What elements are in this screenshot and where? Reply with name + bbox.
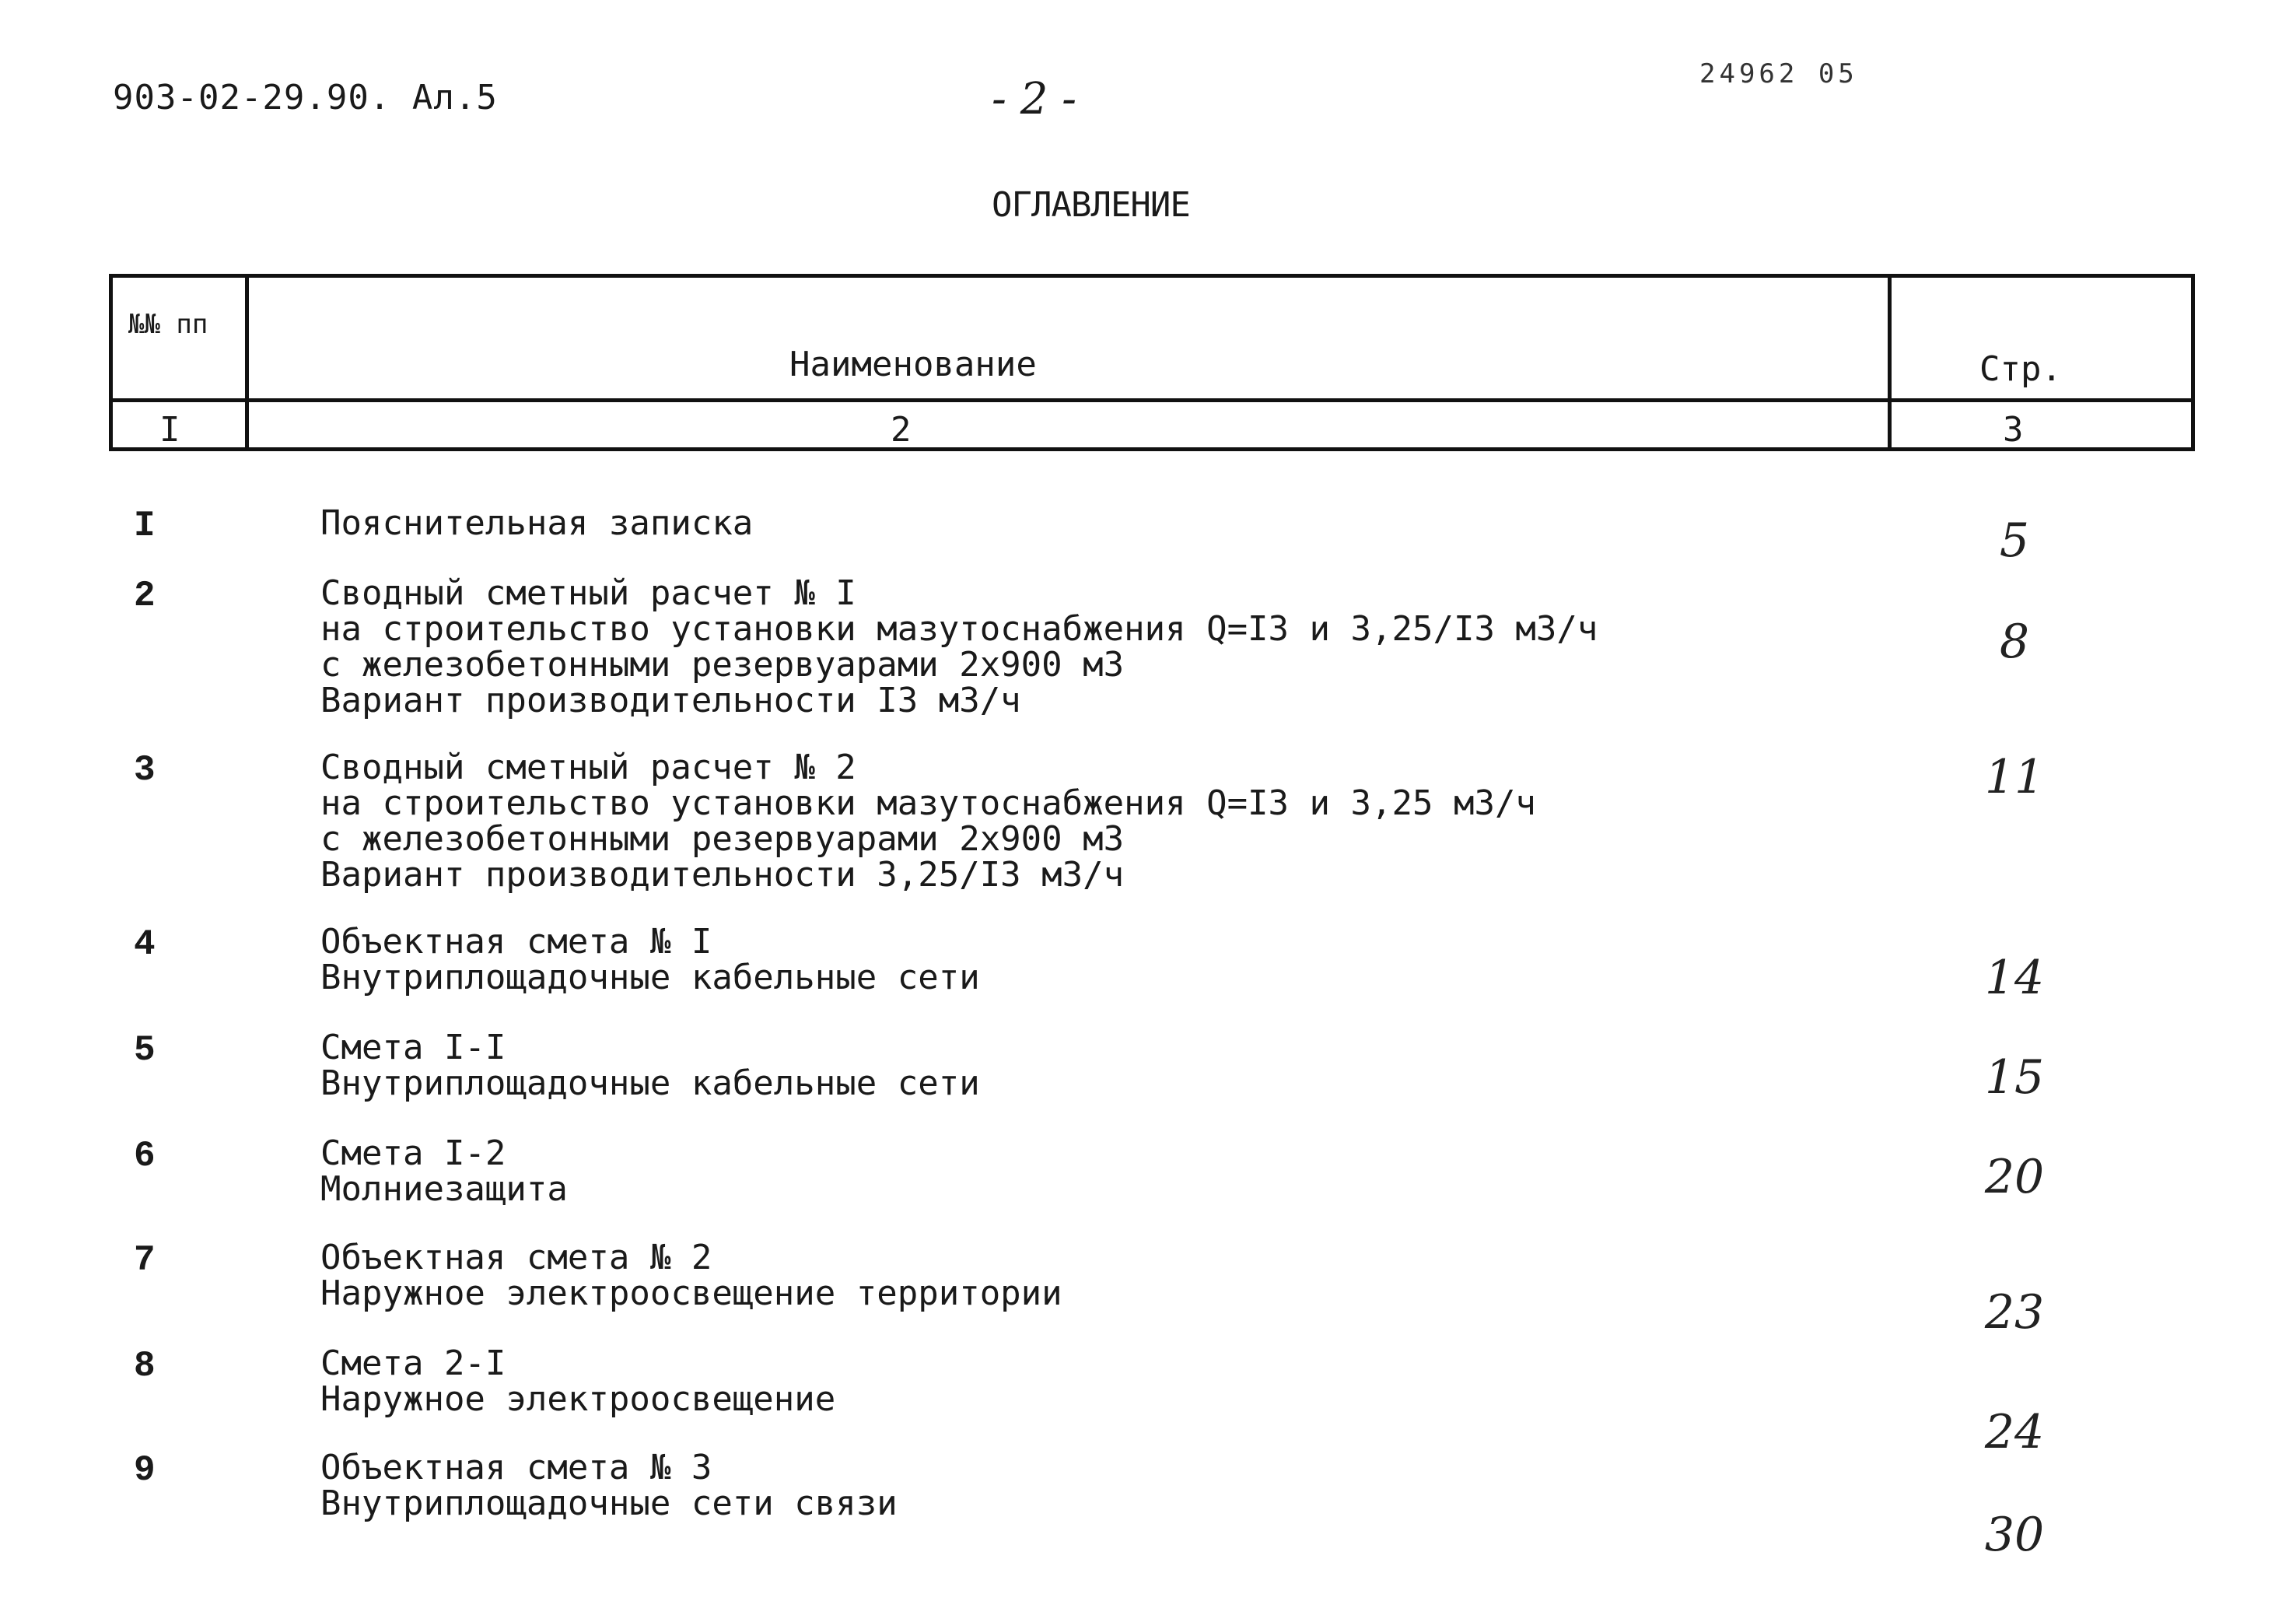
row-line: Внутриплощадочные кабельные сети [320, 958, 980, 997]
column-index-1: I [159, 410, 180, 450]
column-header-name: Наименование [789, 345, 1037, 384]
row-line: Наружное электроосвещение [320, 1379, 836, 1419]
column-header-number: №№ пп [128, 309, 208, 340]
row-line: Сводный сметный расчет № 2 [320, 748, 856, 787]
row-line: Вариант производительности 3,25/I3 м3/ч [320, 855, 1125, 895]
row-number: 6 [134, 1136, 156, 1176]
column-index-3: 3 [2003, 410, 2024, 450]
document-title: ОГЛАВЛЕНИЕ [992, 185, 1190, 225]
row-line: Вариант производительности I3 м3/ч [320, 681, 1021, 720]
row-number: 7 [134, 1240, 156, 1280]
row-number: 3 [134, 750, 156, 790]
row-line: на строительство установки мазутоснабжения Q=I3 и 3,25 м3/ч [320, 783, 1536, 823]
row-line: Пояснительная записка [320, 503, 754, 543]
row-number: 5 [134, 1030, 156, 1070]
row-line: Смета I-2 [320, 1133, 506, 1173]
row-page: 15 [1984, 1050, 2045, 1105]
table-header [109, 274, 2195, 451]
row-page: 23 [1984, 1285, 2045, 1340]
row-line: Объектная смета № I [320, 922, 712, 962]
document-code: 903-02-29.90. Ал.5 [113, 78, 498, 117]
row-page: 11 [1984, 750, 2045, 804]
row-line: Смета I-I [320, 1028, 506, 1067]
row-number: 8 [134, 1346, 156, 1386]
row-line: с железобетонными резервуарами 2х900 м3 [320, 819, 1125, 859]
row-page: 14 [1984, 951, 2045, 1005]
row-line: Смета 2-I [320, 1344, 506, 1383]
column-divider [245, 278, 249, 447]
row-number: 9 [134, 1450, 156, 1491]
row-number: 4 [134, 924, 156, 965]
row-page: 20 [1984, 1150, 2045, 1204]
row-line: Молниезащита [320, 1169, 568, 1209]
column-index-2: 2 [891, 410, 912, 450]
column-header-page: Стр. [1979, 349, 2062, 389]
row-line: на строительство установки мазутоснабжения Q=I3 и 3,25/I3 м3/ч [320, 609, 1598, 649]
row-page: 8 [1999, 615, 2030, 669]
row-number: 2 [134, 576, 156, 616]
row-line: Внутриплощадочные кабельные сети [320, 1063, 980, 1103]
row-number: I [134, 506, 156, 546]
row-page: 24 [1984, 1405, 2045, 1459]
row-page: 5 [1999, 513, 2030, 568]
column-divider [1888, 278, 1892, 447]
row-line: Объектная смета № 2 [320, 1238, 712, 1277]
row-line: Сводный сметный расчет № I [320, 573, 856, 613]
row-page: 30 [1984, 1508, 2045, 1562]
row-line: с железобетонными резервуарами 2х900 м3 [320, 645, 1125, 685]
row-line: Внутриплощадочные сети связи [320, 1484, 898, 1523]
page-number: - 2 - [992, 74, 1077, 124]
row-line: Объектная смета № 3 [320, 1448, 712, 1487]
row-divider [113, 398, 2191, 402]
archive-number: 24962 05 [1699, 58, 1858, 89]
row-line: Наружное электроосвещение территории [320, 1273, 1062, 1313]
